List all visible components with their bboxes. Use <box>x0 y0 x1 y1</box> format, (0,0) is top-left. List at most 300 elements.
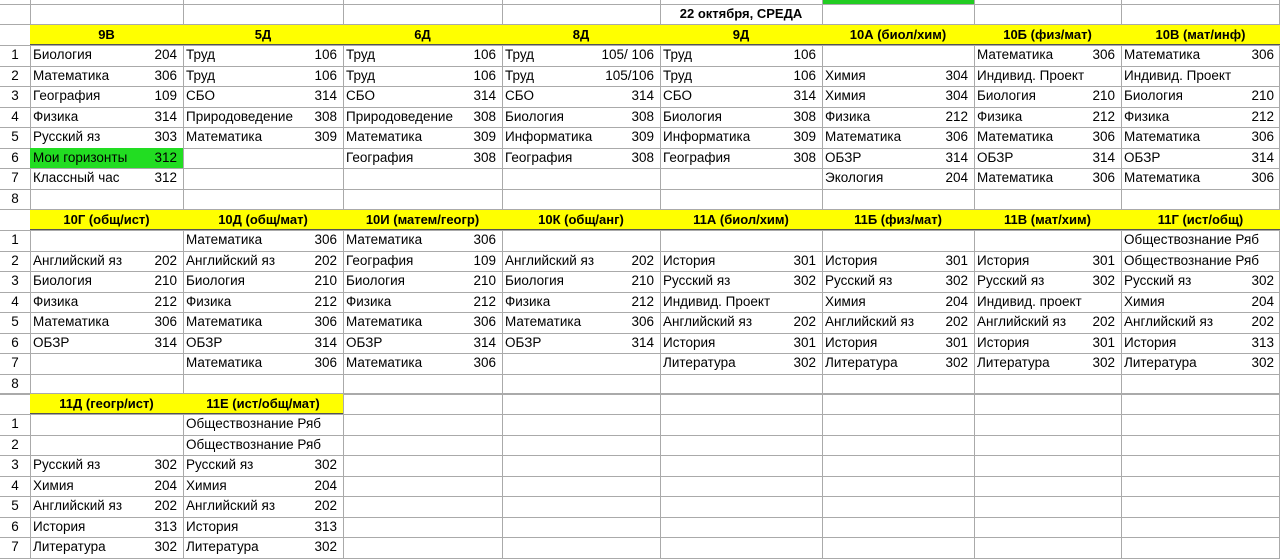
lesson-cell[interactable] <box>30 45 183 66</box>
subject-name: Обществознание Ряб <box>1124 232 1260 247</box>
lesson-cell[interactable] <box>30 333 183 354</box>
subject-name: Химия <box>186 477 227 493</box>
room-number: 202 <box>945 314 968 329</box>
subject-name: Биология <box>33 47 92 62</box>
lesson-cell[interactable] <box>502 148 660 169</box>
lesson-cell[interactable] <box>974 148 1121 169</box>
lesson-cell[interactable] <box>183 127 343 148</box>
lesson-cell[interactable] <box>660 127 822 148</box>
room-number: 306 <box>1251 129 1274 144</box>
lesson-cell[interactable] <box>502 353 660 374</box>
room-number: 306 <box>631 314 654 329</box>
subject-name: Экология <box>825 170 884 185</box>
subject-name: Труд <box>663 47 693 62</box>
room-number: 306 <box>1092 129 1115 144</box>
subject-name: Биология <box>663 108 722 124</box>
lesson-cell[interactable] <box>183 374 343 395</box>
grid-hline <box>0 45 1280 46</box>
class-header: 10А (биол/хим) <box>822 24 974 45</box>
lesson-cell[interactable] <box>822 189 974 210</box>
lesson-cell[interactable] <box>974 271 1121 292</box>
lesson-cell[interactable] <box>822 374 974 395</box>
subject-name: Математика <box>346 314 423 329</box>
lesson-cell[interactable] <box>30 353 183 374</box>
lesson-cell[interactable] <box>343 189 502 210</box>
subject-name: Физика <box>1124 108 1170 124</box>
subject-name: История <box>825 334 878 350</box>
room-number: 204 <box>154 477 177 493</box>
lesson-cell[interactable] <box>30 86 183 107</box>
lesson-cell[interactable] <box>30 148 183 169</box>
subject-name: Математика <box>1124 129 1201 144</box>
room-number: 314 <box>314 334 337 350</box>
subject-name: Математика <box>186 129 263 144</box>
room-number: 212 <box>314 293 337 309</box>
subject-name: Мои горизонты <box>33 149 128 165</box>
lesson-cell[interactable] <box>1121 230 1280 251</box>
room-number: 314 <box>154 334 177 350</box>
grid-hline <box>0 414 1280 415</box>
lesson-cell[interactable] <box>343 107 502 128</box>
subject-name: Биология <box>186 273 245 288</box>
lesson-cell[interactable] <box>30 537 183 558</box>
lesson-cell[interactable] <box>822 312 974 333</box>
room-number: 210 <box>473 273 496 288</box>
lesson-cell[interactable] <box>1121 251 1280 272</box>
room-number: 302 <box>945 355 968 370</box>
subject-name: Труд <box>505 47 535 62</box>
subject-name: Математика <box>186 314 263 329</box>
lesson-cell[interactable] <box>822 353 974 374</box>
lesson-cell[interactable] <box>502 189 660 210</box>
lesson-cell[interactable] <box>502 374 660 395</box>
subject-name: Физика <box>977 108 1023 124</box>
subject-name: Английский яз <box>825 314 915 329</box>
lesson-cell[interactable] <box>502 292 660 313</box>
room-number: 314 <box>1251 149 1274 165</box>
lesson-cell[interactable] <box>660 251 822 272</box>
lesson-cell[interactable] <box>30 66 183 87</box>
row-number: 3 <box>11 273 19 288</box>
subject-name: Русский яз <box>1124 273 1192 288</box>
room-number: 301 <box>945 252 968 268</box>
lesson-cell[interactable] <box>660 230 822 251</box>
lesson-cell[interactable] <box>1121 312 1280 333</box>
subject-name: СБО <box>346 88 375 103</box>
lesson-cell[interactable] <box>343 292 502 313</box>
row-number: 5 <box>11 498 19 513</box>
lesson-cell[interactable] <box>30 127 183 148</box>
lesson-cell[interactable] <box>343 333 502 354</box>
lesson-cell[interactable] <box>30 435 183 456</box>
room-number: 204 <box>945 293 968 309</box>
grid-hline <box>0 230 1280 231</box>
lesson-cell[interactable] <box>822 333 974 354</box>
lesson-cell[interactable] <box>822 127 974 148</box>
class-header: 10Г (общ/ист) <box>30 209 183 230</box>
subject-name: Биология <box>977 88 1036 103</box>
room-number: 306 <box>1092 170 1115 185</box>
subject-name: Химия <box>825 67 866 83</box>
row-number: 1 <box>11 47 19 62</box>
lesson-cell[interactable] <box>343 127 502 148</box>
room-number: 308 <box>473 108 496 124</box>
lesson-cell[interactable] <box>1121 374 1280 395</box>
room-number: 313 <box>154 518 177 534</box>
subject-name: Физика <box>825 108 871 124</box>
subject-name: Физика <box>33 293 79 309</box>
subject-name: Обществознание Ряб <box>1124 252 1260 268</box>
lesson-cell[interactable] <box>183 86 343 107</box>
subject-name: Английский яз <box>186 498 276 513</box>
subject-name: История <box>825 252 878 268</box>
subject-name: Английский яз <box>33 252 123 268</box>
lesson-cell[interactable] <box>974 353 1121 374</box>
subject-name: Литература <box>186 539 259 554</box>
room-number: 303 <box>154 129 177 144</box>
lesson-cell[interactable] <box>30 312 183 333</box>
lesson-cell[interactable] <box>183 414 343 435</box>
lesson-cell[interactable] <box>1121 292 1280 313</box>
lesson-cell[interactable] <box>1121 353 1280 374</box>
lesson-cell[interactable] <box>1121 86 1280 107</box>
lesson-cell[interactable] <box>30 230 183 251</box>
subject-name: Обществознание Ряб <box>186 436 322 452</box>
lesson-cell[interactable] <box>183 292 343 313</box>
room-number: 301 <box>793 252 816 268</box>
lesson-cell[interactable] <box>1121 127 1280 148</box>
class-header: 10Д (общ/мат) <box>183 209 343 230</box>
subject-name: Математика <box>186 232 263 247</box>
lesson-cell[interactable] <box>30 374 183 395</box>
room-number: 301 <box>1092 334 1115 350</box>
room-number: 306 <box>314 355 337 370</box>
row-number: 8 <box>11 375 19 391</box>
lesson-cell[interactable] <box>183 455 343 476</box>
lesson-cell[interactable] <box>343 66 502 87</box>
lesson-cell[interactable] <box>974 66 1121 87</box>
room-number: 106 <box>473 67 496 83</box>
room-number: 306 <box>154 67 177 83</box>
subject-name: ОБЗР <box>825 149 862 165</box>
row-number: 3 <box>11 457 19 472</box>
room-number: 306 <box>1251 47 1274 62</box>
lesson-cell[interactable] <box>30 189 183 210</box>
lesson-cell[interactable] <box>183 476 343 497</box>
lesson-cell[interactable] <box>974 312 1121 333</box>
room-number: 302 <box>1251 355 1274 370</box>
lesson-cell[interactable] <box>30 251 183 272</box>
lesson-cell[interactable] <box>343 45 502 66</box>
grid-hline <box>0 393 1280 394</box>
room-number: 314 <box>473 334 496 350</box>
lesson-cell[interactable] <box>502 66 660 87</box>
subject-name: Индивид. проект <box>977 293 1082 309</box>
lesson-cell[interactable] <box>183 435 343 456</box>
subject-name: Индивид. Проект <box>1124 67 1232 83</box>
lesson-cell[interactable] <box>30 271 183 292</box>
class-header: 8Д <box>502 24 660 45</box>
subject-name: Труд <box>663 67 693 83</box>
lesson-cell[interactable] <box>660 45 822 66</box>
lesson-cell[interactable] <box>974 107 1121 128</box>
room-number: 304 <box>945 67 968 83</box>
lesson-cell[interactable] <box>502 251 660 272</box>
room-number: 314 <box>314 88 337 103</box>
subject-name: Математика <box>977 47 1054 62</box>
lesson-cell[interactable] <box>30 455 183 476</box>
subject-name: Математика <box>977 129 1054 144</box>
lesson-cell[interactable] <box>183 312 343 333</box>
lesson-cell[interactable] <box>502 45 660 66</box>
room-number: 314 <box>154 108 177 124</box>
subject-name: Математика <box>346 232 423 247</box>
lesson-cell[interactable] <box>183 271 343 292</box>
room-number: 202 <box>154 252 177 268</box>
room-number: 202 <box>314 498 337 513</box>
lesson-cell[interactable] <box>822 45 974 66</box>
subject-name: СБО <box>663 88 692 103</box>
subject-name: Математика <box>346 129 423 144</box>
lesson-cell[interactable] <box>30 517 183 538</box>
lesson-cell[interactable] <box>974 189 1121 210</box>
lesson-cell[interactable] <box>822 292 974 313</box>
subject-name: История <box>977 334 1030 350</box>
room-number: 210 <box>314 273 337 288</box>
room-number: 306 <box>473 355 496 370</box>
class-header: 11Г (ист/общ) <box>1121 209 1280 230</box>
lesson-cell[interactable] <box>343 251 502 272</box>
room-number: 106 <box>473 47 496 62</box>
lesson-cell[interactable] <box>974 168 1121 189</box>
room-number: 313 <box>1251 334 1274 350</box>
lesson-cell[interactable] <box>30 107 183 128</box>
subject-name: Русский яз <box>663 273 731 288</box>
subject-name: ОБЗР <box>505 334 542 350</box>
subject-name: Математика <box>505 314 582 329</box>
room-number: 106 <box>793 67 816 83</box>
row-number: 7 <box>11 355 19 370</box>
lesson-cell[interactable] <box>660 168 822 189</box>
lesson-cell[interactable] <box>1121 189 1280 210</box>
room-number: 306 <box>1251 170 1274 185</box>
subject-name: Физика <box>346 293 392 309</box>
lesson-cell[interactable] <box>183 66 343 87</box>
subject-name: Обществознание Ряб <box>186 416 322 431</box>
lesson-cell[interactable] <box>660 86 822 107</box>
room-number: 109 <box>473 252 496 268</box>
room-number: 306 <box>314 232 337 247</box>
lesson-cell[interactable] <box>660 107 822 128</box>
room-number: 106 <box>793 47 816 62</box>
room-number: 212 <box>1092 108 1115 124</box>
lesson-cell[interactable] <box>183 333 343 354</box>
subject-name: Физика <box>186 293 232 309</box>
row-number: 6 <box>11 334 19 350</box>
subject-name: Литература <box>663 355 736 370</box>
room-number: 204 <box>314 477 337 493</box>
row-number: 8 <box>11 190 19 206</box>
subject-name: Биология <box>33 273 92 288</box>
lesson-cell[interactable] <box>1121 333 1280 354</box>
subject-name: Литература <box>1124 355 1197 370</box>
row-number: 1 <box>11 232 19 247</box>
lesson-cell[interactable] <box>974 251 1121 272</box>
lesson-cell[interactable] <box>343 374 502 395</box>
lesson-cell[interactable] <box>183 517 343 538</box>
room-number: 306 <box>1092 47 1115 62</box>
class-header: 11Е (ист/общ/мат) <box>183 393 343 414</box>
lesson-cell[interactable] <box>30 168 183 189</box>
lesson-cell[interactable] <box>822 271 974 292</box>
subject-name: Информатика <box>505 129 593 144</box>
room-number: 302 <box>793 355 816 370</box>
room-number: 202 <box>1251 314 1274 329</box>
lesson-cell[interactable] <box>183 537 343 558</box>
lesson-cell[interactable] <box>660 189 822 210</box>
subject-name: География <box>33 88 101 103</box>
lesson-cell[interactable] <box>660 374 822 395</box>
room-number: 308 <box>473 149 496 165</box>
lesson-cell[interactable] <box>974 333 1121 354</box>
room-number: 212 <box>1251 108 1274 124</box>
room-number: 212 <box>154 293 177 309</box>
lesson-cell[interactable] <box>974 374 1121 395</box>
lesson-cell[interactable] <box>343 353 502 374</box>
lesson-cell[interactable] <box>660 333 822 354</box>
room-number: 202 <box>631 252 654 268</box>
lesson-cell[interactable] <box>502 168 660 189</box>
lesson-cell[interactable] <box>183 168 343 189</box>
row-number: 2 <box>11 252 19 268</box>
lesson-cell[interactable] <box>660 271 822 292</box>
lesson-cell[interactable] <box>343 168 502 189</box>
lesson-cell[interactable] <box>1121 45 1280 66</box>
lesson-cell[interactable] <box>822 86 974 107</box>
room-number: 309 <box>631 129 654 144</box>
lesson-cell[interactable] <box>183 189 343 210</box>
lesson-cell[interactable] <box>183 496 343 517</box>
lesson-cell[interactable] <box>502 271 660 292</box>
room-number: 301 <box>945 334 968 350</box>
room-number: 314 <box>793 88 816 103</box>
subject-name: Биология <box>346 273 405 288</box>
lesson-cell[interactable] <box>183 148 343 169</box>
class-header: 11Д (геогр/ист) <box>30 393 183 414</box>
room-number: 314 <box>631 334 654 350</box>
room-number: 306 <box>154 314 177 329</box>
lesson-cell[interactable] <box>502 230 660 251</box>
room-number: 308 <box>314 108 337 124</box>
lesson-cell[interactable] <box>1121 107 1280 128</box>
lesson-cell[interactable] <box>343 148 502 169</box>
lesson-cell[interactable] <box>343 312 502 333</box>
row-number: 1 <box>11 416 19 431</box>
lesson-cell[interactable] <box>974 127 1121 148</box>
subject-name: Труд <box>346 47 376 62</box>
room-number: 302 <box>314 539 337 554</box>
lesson-cell[interactable] <box>974 230 1121 251</box>
subject-name: Английский яз <box>505 252 595 268</box>
subject-name: География <box>505 149 573 165</box>
lesson-cell[interactable] <box>183 251 343 272</box>
lesson-cell[interactable] <box>822 230 974 251</box>
lesson-cell[interactable] <box>974 45 1121 66</box>
lesson-cell[interactable] <box>822 251 974 272</box>
room-number: 304 <box>945 88 968 103</box>
subject-name: География <box>663 149 731 165</box>
subject-name: Математика <box>186 355 263 370</box>
lesson-cell[interactable] <box>343 86 502 107</box>
lesson-cell[interactable] <box>974 86 1121 107</box>
subject-name: История <box>1124 334 1177 350</box>
lesson-cell[interactable] <box>822 66 974 87</box>
lesson-cell[interactable] <box>502 312 660 333</box>
page-title: 22 октября, СРЕДА <box>679 6 803 21</box>
row-number: 5 <box>11 314 19 329</box>
subject-name: Английский яз <box>33 498 123 513</box>
lesson-cell[interactable] <box>30 496 183 517</box>
class-header: 9Д <box>660 24 822 45</box>
subject-name: Труд <box>186 47 216 62</box>
lesson-cell[interactable] <box>183 45 343 66</box>
room-number: 309 <box>314 129 337 144</box>
lesson-cell[interactable] <box>822 107 974 128</box>
lesson-cell[interactable] <box>974 292 1121 313</box>
room-number: 302 <box>1092 355 1115 370</box>
room-number: 204 <box>1251 293 1274 309</box>
lesson-cell[interactable] <box>660 353 822 374</box>
lesson-cell[interactable] <box>1121 66 1280 87</box>
room-number: 302 <box>1251 273 1274 288</box>
lesson-cell[interactable] <box>30 292 183 313</box>
lesson-cell[interactable] <box>1121 271 1280 292</box>
lesson-cell[interactable] <box>502 107 660 128</box>
lesson-cell[interactable] <box>1121 168 1280 189</box>
lesson-cell[interactable] <box>660 66 822 87</box>
lesson-cell[interactable] <box>30 476 183 497</box>
lesson-cell[interactable] <box>502 127 660 148</box>
room-number: 313 <box>314 518 337 534</box>
subject-name: Труд <box>505 67 535 83</box>
lesson-cell[interactable] <box>183 107 343 128</box>
lesson-cell[interactable] <box>343 230 502 251</box>
subject-name: Химия <box>1124 293 1165 309</box>
room-number: 302 <box>154 457 177 472</box>
lesson-cell[interactable] <box>1121 148 1280 169</box>
lesson-cell[interactable] <box>660 292 822 313</box>
lesson-cell[interactable] <box>183 353 343 374</box>
room-number: 202 <box>154 498 177 513</box>
lesson-cell[interactable] <box>822 148 974 169</box>
lesson-cell[interactable] <box>183 230 343 251</box>
room-number: 309 <box>473 129 496 144</box>
subject-name: Труд <box>186 67 216 83</box>
subject-name: Биология <box>1124 88 1183 103</box>
grid-hline <box>0 4 1280 5</box>
lesson-cell[interactable] <box>822 168 974 189</box>
lesson-cell[interactable] <box>30 414 183 435</box>
lesson-cell[interactable] <box>502 333 660 354</box>
subject-name: СБО <box>505 88 534 103</box>
room-number: 210 <box>154 273 177 288</box>
lesson-cell[interactable] <box>660 148 822 169</box>
room-number: 308 <box>631 149 654 165</box>
lesson-cell[interactable] <box>502 86 660 107</box>
lesson-cell[interactable] <box>343 271 502 292</box>
lesson-cell[interactable] <box>660 312 822 333</box>
grid-hline <box>0 209 1280 210</box>
